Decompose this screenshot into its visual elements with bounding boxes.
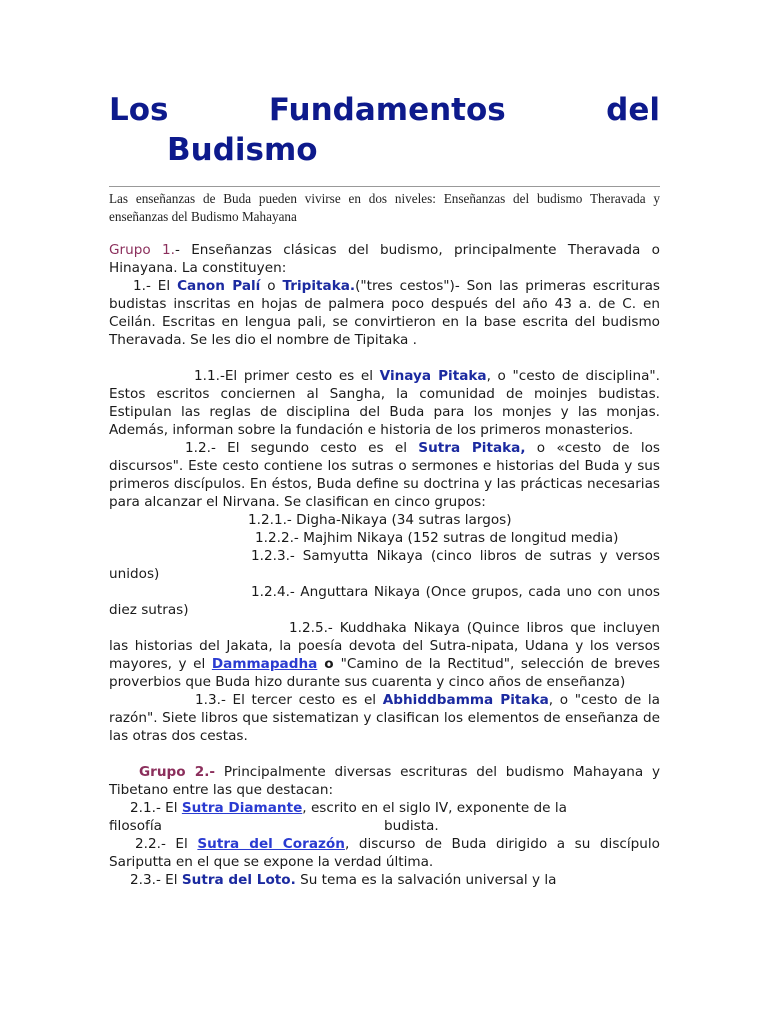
sutra-diamante-link[interactable]: Sutra Diamante: [181, 800, 303, 816]
paragraph-1-1: 1.1.-El primer cesto es el Vinaya Pitaka, o "cesto de disciplina". Estos escritos conciernen al Sangha, la comunidad de moinjes budistas. Estipulan las reglas de disciplina del Buda para los monjes y las monjas. Además, informan sobre la fundación e historia de los primeros monasterios.: [109, 368, 660, 438]
keyword: Canon Palí: [177, 278, 261, 294]
list-item-1-2-1: 1.2.1.- Digha-Nikaya (34 sutras largos): [248, 512, 512, 528]
list-item-1-2-2: 1.2.2.- Majhim Nikaya (152 sutras de longitud media): [255, 530, 619, 546]
dammapadha-link[interactable]: Dammapadha: [211, 656, 318, 672]
keyword: Sutra Pitaka,: [418, 440, 526, 456]
paragraph-2-1-cont: filosofía budista.: [109, 818, 439, 834]
paragraph-2-2: 2.2.- El Sutra del Corazón, discurso de Buda dirigido a su discípulo Sariputta en el que se expone la verdad última.: [109, 836, 660, 870]
subtitle: Las enseñanzas de Buda pueden vivirse en dos niveles: Enseñanzas del budismo Theravada y enseñanzas del Budismo Mahayana: [109, 191, 660, 224]
paragraph-2-1: 2.1.- El Sutra Diamante, escrito en el siglo IV, exponente de la: [130, 800, 567, 816]
paragraph-1-3: 1.3.- El tercer cesto es el Abhiddbamma Pitaka, o "cesto de la razón". Siete libros que sistematizan y clasifican los elementos de enseñanza de las otras dos cestas.: [109, 692, 661, 744]
title-word: del: [606, 92, 660, 128]
group1-intro: Grupo 1.- Enseñanzas clásicas del budismo, principalmente Theravada o Hinayana. La constituyen:: [109, 242, 660, 276]
paragraph-2-3: 2.3.- El Sutra del Loto. Su tema es la salvación universal y la: [130, 872, 557, 888]
list-item-1-2-4: 1.2.4.- Anguttara Nikaya (Once grupos, cada uno con unos diez sutras): [109, 584, 660, 618]
group2-intro: Grupo 2.- Principalmente diversas escrituras del budismo Mahayana y Tibetano entre las que destacan:: [109, 764, 660, 798]
keyword: Tripitaka.: [282, 278, 356, 294]
divider: [109, 186, 660, 187]
document-body: [109, 241, 660, 889]
group2-label: Grupo 2.-: [139, 764, 216, 780]
title-word: Los: [109, 92, 169, 128]
keyword: Sutra del Loto.: [181, 872, 296, 888]
title-word: Fundamentos: [268, 92, 506, 128]
paragraph-canon-pali: 1.- El Canon Palí o Tripitaka.("tres cestos")- Son las primeras escrituras budistas inscritas en hojas de palmera poco después del año 43 a. de C. en Ceilán. Escritas en lengua pali, se convirtieron en la base escrita del budismo Theravada. Se les dio el nombre de Tipitaka .: [109, 278, 660, 348]
sutra-corazon-link[interactable]: Sutra del Corazón: [197, 836, 345, 852]
keyword: Vinaya Pitaka: [379, 368, 487, 384]
list-item-1-2-3: 1.2.3.- Samyutta Nikaya (cinco libros de sutras y versos unidos): [109, 548, 660, 582]
list-item-1-2-5: 1.2.5.- Kuddhaka Nikaya (Quince libros que incluyen las historias del Jakata, la poesía devota del Sutra-nipata, Udana y los versos mayores, y el Dammapadha o "Camino de la Rectitud", selección de breves proverbios que Buda hizo durante sus cuarenta y cinco años de enseñanza): [109, 620, 660, 690]
group1-label: Grupo 1.: [109, 242, 175, 258]
page-title: [109, 90, 660, 170]
keyword: Abhiddbamma Pitaka: [382, 692, 549, 708]
title-word: Budismo: [167, 132, 318, 168]
paragraph-1-2: 1.2.- El segundo cesto es el Sutra Pitaka, o «cesto de los discursos". Este cesto contiene los sutras o sermones e historias del Buda y sus primeros discípulos. En éstos, Buda define su doctrina y las prácticas necesarias para alcanzar el Nirvana. Se clasifican en cinco grupos:: [109, 440, 661, 510]
